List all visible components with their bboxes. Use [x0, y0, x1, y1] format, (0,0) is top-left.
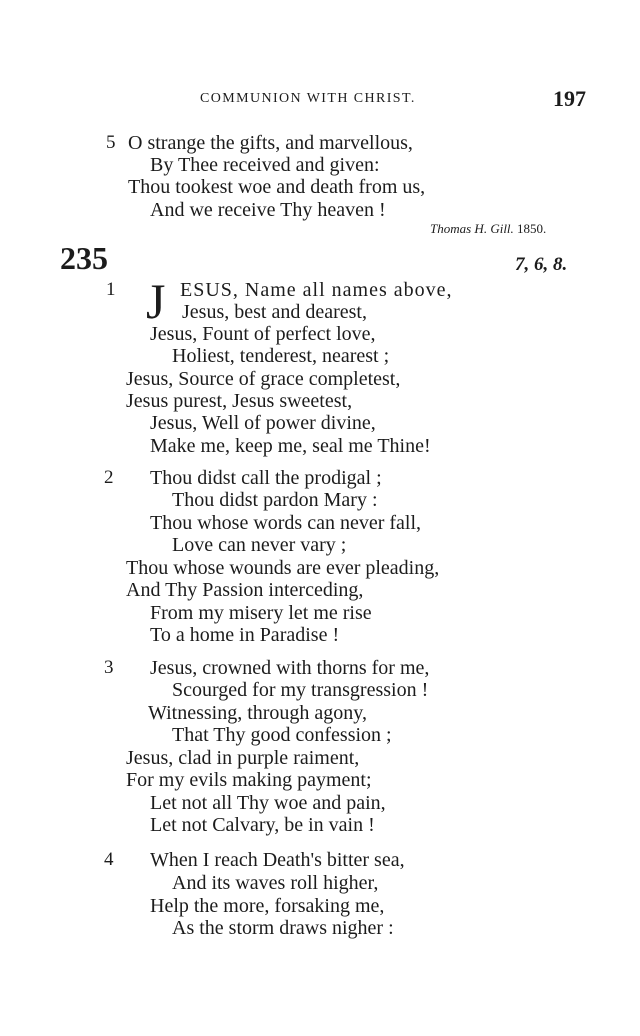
verse-line: By Thee received and given: — [150, 154, 380, 176]
verse-line: Jesus, crowned with thorns for me, — [150, 657, 430, 679]
verse-line: For my evils making payment; — [126, 769, 372, 791]
hymn-number: 235 — [60, 240, 108, 276]
verse-line: As the storm draws nigher : — [172, 917, 394, 939]
verse-line: Jesus, clad in purple raiment, — [126, 747, 360, 769]
verse-line: Make me, keep me, seal me Thine! — [150, 435, 431, 457]
hymn-meter: 7, 6, 8. — [515, 254, 568, 275]
verse-number: 4 — [104, 849, 114, 870]
page-header — [0, 88, 640, 110]
verse-line: And its waves roll higher, — [172, 872, 379, 894]
verse-line: Jesus, Well of power divine, — [150, 412, 376, 434]
verse-line: And Thy Passion interceding, — [126, 579, 364, 601]
verse-line: ESUS, Name all names above, — [180, 279, 453, 301]
verse-line: Help the more, forsaking me, — [150, 895, 385, 917]
verse-line: When I reach Death's bitter sea, — [150, 849, 405, 871]
verse-line: Love can never vary ; — [172, 534, 347, 556]
author-year: 1850. — [517, 221, 547, 236]
verse-line: Thou tookest woe and death from us, — [128, 176, 426, 198]
attribution — [430, 221, 546, 237]
running-head: COMMUNION WITH CHRIST. — [200, 91, 416, 106]
verse-number: 3 — [104, 657, 114, 678]
verse-number: 5 — [106, 132, 116, 153]
verse-line: And we receive Thy heaven ! — [150, 199, 386, 221]
page-number: 197 — [553, 86, 586, 111]
verse-number: 1 — [106, 279, 116, 300]
verse-line: That Thy good confession ; — [172, 724, 392, 746]
drop-cap: J — [146, 273, 166, 329]
verse-line: Thou whose wounds are ever pleading, — [126, 557, 440, 579]
verse-line: Jesus, Source of grace completest, — [126, 368, 401, 390]
verse-line: Thou didst pardon Mary : — [172, 489, 378, 511]
verse-line: Thou didst call the prodigal ; — [150, 467, 382, 489]
verse-line: Let not Calvary, be in vain ! — [150, 814, 375, 836]
verse-line: O strange the gifts, and marvellous, — [128, 132, 413, 154]
verse-number: 2 — [104, 467, 114, 488]
verse-line: From my misery let me rise — [150, 602, 372, 624]
verse-line: Jesus purest, Jesus sweetest, — [126, 390, 353, 412]
verse-line: To a home in Paradise ! — [150, 624, 340, 646]
verse-line: Scourged for my transgression ! — [172, 679, 429, 701]
author-name: Thomas H. Gill. — [430, 221, 514, 236]
verse-line: Jesus, Fount of perfect love, — [150, 323, 376, 345]
verse-line: Holiest, tenderest, nearest ; — [172, 345, 390, 367]
verse-line: Witnessing, through agony, — [148, 702, 367, 724]
verse-line: Jesus, best and dearest, — [182, 301, 367, 323]
verse-line: Let not all Thy woe and pain, — [150, 792, 386, 814]
verse-line: Thou whose words can never fall, — [150, 512, 422, 534]
